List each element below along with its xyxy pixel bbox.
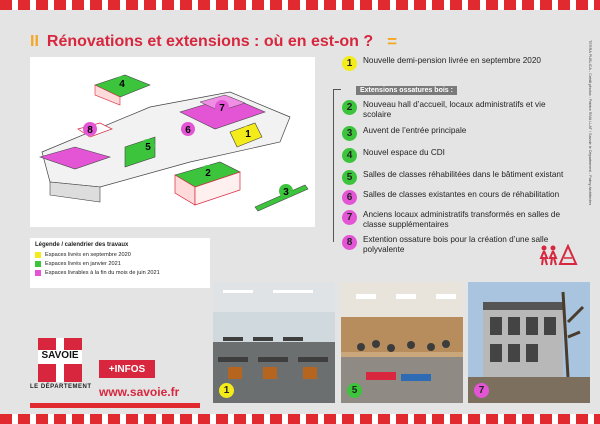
plan-label-6 — [181, 122, 195, 136]
plan-label-8 — [83, 122, 97, 136]
plan-label-1-text: 1 — [245, 129, 251, 140]
title-suffix-glyph: = — [387, 32, 398, 51]
infos-badge: +INFOS — [99, 360, 155, 378]
legend-row — [35, 270, 205, 276]
photo-classroom — [341, 282, 463, 403]
list-number-1: 1 — [342, 56, 357, 71]
list-number-3: 3 — [342, 126, 357, 141]
title-row — [30, 32, 397, 52]
building-plan — [30, 57, 315, 227]
photo-building — [468, 282, 590, 403]
list-item-1 — [342, 56, 567, 71]
top-stripe — [0, 0, 600, 10]
plan-label-1 — [241, 126, 255, 140]
list-number-4: 4 — [342, 148, 357, 163]
plan-label-3 — [279, 184, 293, 198]
legend-swatch-yellow — [35, 252, 41, 258]
list-number-6: 6 — [342, 190, 357, 205]
photo-cafeteria — [213, 282, 335, 403]
sub-label-row — [342, 79, 567, 97]
list-item-text: Auvent de l’entrée principale — [363, 126, 467, 135]
website-link[interactable]: www.savoie.fr — [99, 385, 180, 399]
bottom-red-bar — [30, 403, 200, 408]
list-item-text: Extention ossature bois pour la création d’une salle polyvalente — [363, 235, 549, 254]
list-item-text: Nouveau hall d’accueil, locaux administratifs et vie scolaire — [363, 100, 546, 119]
plan-label-6-text: 6 — [185, 125, 191, 136]
plan-label-4-text: 4 — [119, 79, 125, 90]
logo-name: SAVOIE — [38, 350, 82, 361]
legend-swatch-magenta — [35, 270, 41, 276]
title-prefix-glyph: II — [30, 33, 39, 50]
savoie-logo — [30, 338, 90, 403]
photo-credits: TERRA PUBLICA - Crédit photos : Patrice RIVA LLAT / Savoie le Département - Palmy Architectes — [588, 40, 592, 206]
sub-label: Extensions ossatures bois : — [356, 86, 457, 95]
plan-label-5-text: 5 — [145, 142, 151, 153]
legend — [30, 238, 210, 288]
plan-label-5 — [141, 139, 155, 153]
legend-row-label: Espaces livrés en septembre 2020 — [45, 252, 131, 258]
list-item-2 — [342, 100, 567, 120]
school-sign-icon — [538, 244, 578, 266]
list-bracket — [333, 89, 341, 242]
photo-badge-5: 5 — [347, 383, 362, 398]
plan-label-8-text: 8 — [87, 125, 93, 136]
legend-row-label: Espaces livrables à la fin du mois de juin 2021 — [45, 270, 160, 276]
list-number-5: 5 — [342, 170, 357, 185]
plan-label-4 — [115, 76, 129, 90]
list-number-7: 7 — [342, 210, 357, 225]
list-number-2: 2 — [342, 100, 357, 115]
legend-row — [35, 252, 205, 258]
bottom-stripe — [0, 414, 600, 424]
legend-swatch-green — [35, 261, 41, 267]
logo-sub: LE DÉPARTEMENT — [30, 384, 92, 390]
list-item-text: Salles de classes réhabilitées dans le bâtiment existant — [363, 170, 564, 179]
list-item-5 — [342, 170, 567, 185]
list-item-4 — [342, 148, 567, 163]
plan-label-2-text: 2 — [205, 168, 211, 179]
list-item-text: Nouvelle demi-pension livrée en septembre 2020 — [363, 56, 541, 65]
photo-badge-1: 1 — [219, 383, 234, 398]
plan-label-3-text: 3 — [283, 187, 289, 198]
plan-svg — [30, 57, 315, 227]
legend-row — [35, 261, 205, 267]
list-item-text: Nouvel espace du CDI — [363, 148, 445, 157]
legend-row-label: Espaces livrés en janvier 2021 — [45, 261, 121, 267]
plan-label-2 — [201, 165, 215, 179]
list-item-7 — [342, 210, 567, 230]
list-number-8: 8 — [342, 235, 357, 250]
list-item-3 — [342, 126, 567, 141]
legend-title: Légende / calendrier des travaux — [35, 242, 129, 248]
page-title: Rénovations et extensions : où en est-on ? — [46, 33, 374, 50]
list-item-text: Salles de classes existantes en cours de réhabilitation — [363, 190, 560, 199]
list-item-6 — [342, 190, 567, 205]
plan-label-7 — [215, 100, 229, 114]
list-item-8 — [342, 235, 567, 255]
plan-label-7-text: 7 — [219, 103, 225, 114]
list-item-text: Anciens locaux administratifs transformés en salles de classe supplémentaires — [363, 210, 561, 229]
photo-badge-7: 7 — [474, 383, 489, 398]
works-list — [342, 56, 567, 255]
